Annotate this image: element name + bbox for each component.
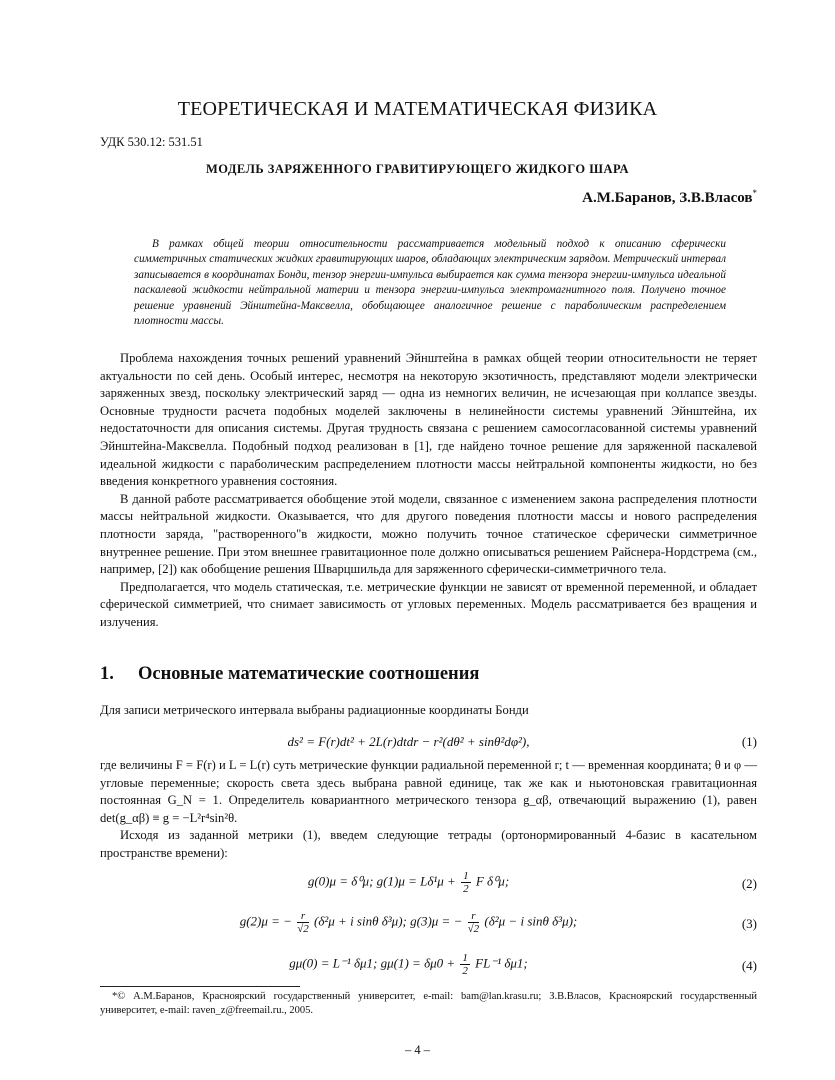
author-footnote-mark: * <box>752 188 757 198</box>
section-intro-text: Для записи метрического интервала выбраны радиационные координаты Бонди <box>100 703 529 717</box>
equation-3-part-c: (δ²μ − i sinθ δ³μ); <box>484 913 578 929</box>
section-intro <box>100 702 757 720</box>
equation-4-number: (4) <box>741 958 757 973</box>
section-heading <box>100 664 479 685</box>
equation-2-fraction: $\frac{1}{2}$ <box>463 870 469 895</box>
authors <box>582 188 757 207</box>
equation-1-number: (1) <box>741 734 757 749</box>
footnote: *© А.М.Баранов, Красноярский государственный университет, e-mail: bam@lan.krasu.ru; З.В.Власов, Красноярский государственный университет, e-mail: raven_z@freemail.ru., 2005. <box>100 991 757 1016</box>
introduction <box>100 350 757 632</box>
after-eq1-text: где величины F = F(r) и L = L(r) суть метрические функции радиальной переменной r; t — временная координата; θ и φ — угловые переменные; скорость света здесь выбрана равной единице, так же как и ньютоновская гравитационная постоянная G_N = 1. Определитель ковариантного метрического тензора g_αβ, отвечающий выражению (1), равен det(g_αβ) ≡ g = −L²r⁴sin²θ. <box>100 758 757 825</box>
intro-paragraph-1: Проблема нахождения точных решений уравнений Эйнштейна в рамках общей теории относительности не теряет актуальности по сей день. Особый интерес, несмотря на некоторую экзотичность, представляют модели электрически заряженных звезд, поскольку электрический заряд — одна из немногих величин, не исчезающая при коллапсе звезды. Основные трудности расчета подобных моделей заключены в нелинейности системы уравнений Эйнштейна, их недостаточности для описания системы. Другая трудность связана с решением самосогласованной системы уравнений Эйнштейна-Максвелла. Подобный подход реализован в [1], где найдено точное решение для заряженной паскалевой идеальной жидкости с параболическим распределением плотности массы нейтральной компоненты жидкости, но без введения конкретного уравнения состояния. <box>100 351 757 489</box>
equation-4 <box>100 952 757 976</box>
journal-title: ТЕОРЕТИЧЕСКАЯ И МАТЕМАТИЧЕСКАЯ ФИЗИКА <box>177 98 658 120</box>
equation-4-part-b: FL⁻¹ δμ1; <box>475 955 528 971</box>
author-names: А.М.Баранов, З.В.Власов <box>582 190 753 206</box>
equation-4-fraction: $\frac{1}{2}$ <box>462 952 468 977</box>
metric-description <box>100 757 757 863</box>
equation-2-part-b: F δ⁰μ; <box>475 873 510 889</box>
equation-3 <box>100 910 757 934</box>
tetrad-intro-text: Исходя из заданной метрики (1), введем следующие тетрады (ортонормированный 4-базис в касательном пространстве времени): <box>100 828 757 860</box>
section-number: 1. <box>100 664 114 684</box>
equation-3-part-a: g(2)μ = − <box>239 913 292 929</box>
paper-title: МОДЕЛЬ ЗАРЯЖЕННОГО ГРАВИТИРУЮЩЕГО ЖИДКОГО ШАРА <box>205 162 630 176</box>
equation-2 <box>100 870 757 894</box>
equation-4-part-a: gμ(0) = L⁻¹ δμ1; gμ(1) = δμ0 + <box>289 955 456 971</box>
abstract: В рамках общей теории относительности рассматривается модельный подход к описанию сферически симметричных статических жидких гравитирующих шаров, обладающих электрическим зарядом. Метрический интервал записывается в координатах Бонди, тензор энергии-импульса выбирается как сумма тензора энергии-импульса идеальной паскалевой жидкости нейтральной материи и тензора энергии-импульса электромагнитного поля. Получено точное решение уравнений Эйнштейна-Максвелла, обобщающее аналогичное решение с параболическим распределением плотности массы. <box>134 238 726 328</box>
equation-2-part-a: g(0)μ = δ⁰μ; g(1)μ = Lδ¹μ + <box>307 873 456 889</box>
equation-3-part-b: (δ²μ + i sinθ δ³μ); g(3)μ = − <box>314 913 463 929</box>
equation-2-number: (2) <box>741 876 757 891</box>
equation-1-expr: ds² = F(r)dt² + 2L(r)dtdr − r²(dθ² + sinθ²dφ²), <box>287 734 530 749</box>
equation-1 <box>100 734 757 758</box>
intro-paragraph-2: В данной работе рассматривается обобщение этой модели, связанное с изменением закона распределения плотности массы нейтральной жидкости. Оказывается, что для другого поведения плотности массы и нового распределения плотности заряда, "растворенного"в жидкости, можно получить точное статическое сферически симметричное внутреннее решение. При этом внешнее гравитационное поле должно описываться решением Райснера-Нордстрема (см., например, [2]) как обобщение решения Шварцшильда для заряженного сферически-симметричного тела. <box>100 491 757 577</box>
page-number: – 4 – <box>405 1043 430 1057</box>
section-title: Основные математические соотношения <box>138 664 480 684</box>
equation-3-fraction-1: $\frac{r}{√2}$ <box>297 910 309 935</box>
equation-3-fraction-2: $\frac{r}{√2}$ <box>467 910 480 935</box>
equation-3-number: (3) <box>741 916 757 931</box>
udk-code: УДК 530.12: 531.51 <box>100 135 203 149</box>
intro-paragraph-3: Предполагается, что модель статическая, т.е. метрические функции не зависят от временной переменной, и обладает сферической симметрией, что снимает зависимость от угловых переменных. Модель рассматривается без вращения и излучения. <box>100 579 757 629</box>
footnote-divider <box>100 986 300 987</box>
